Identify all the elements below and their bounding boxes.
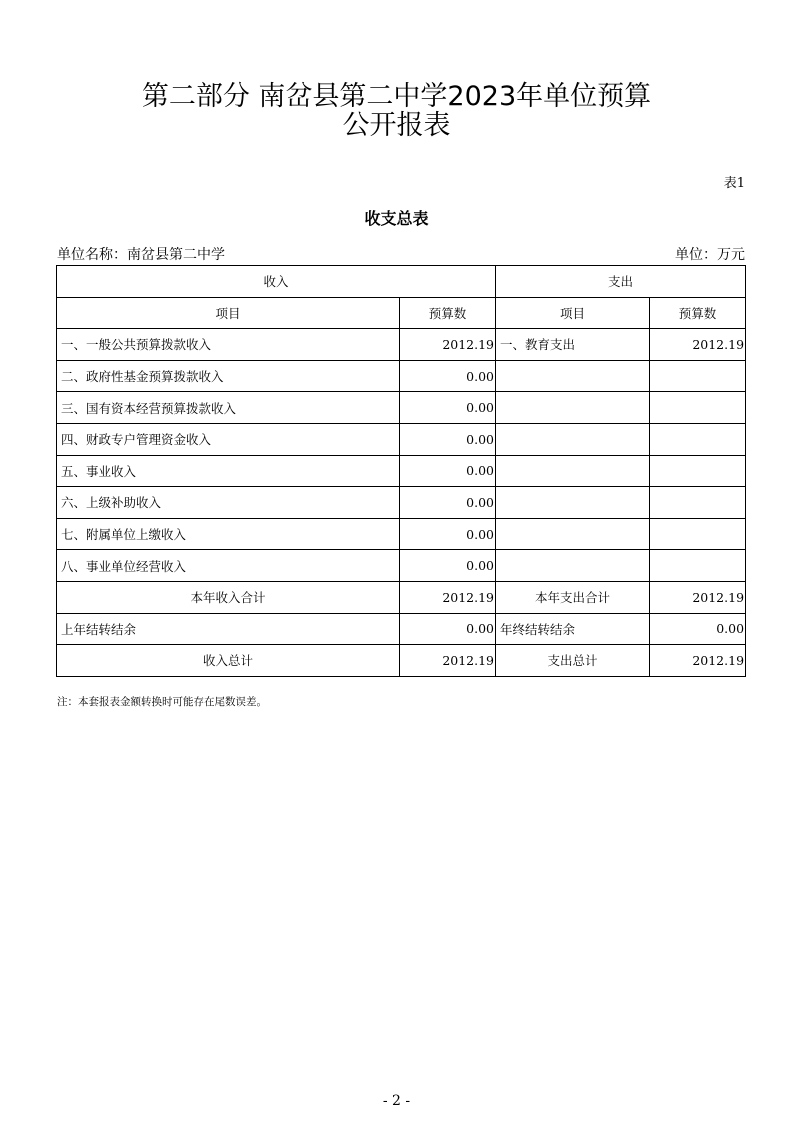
year-expense-value: 2012.19 <box>650 581 746 613</box>
expense-value-cell <box>650 455 746 487</box>
expense-item-cell <box>496 550 650 582</box>
unit-name: 单位名称：南岔县第二中学 <box>57 247 225 263</box>
expense-value-cell <box>650 487 746 519</box>
income-item-cell: 一、一般公共预算拨款收入 <box>57 329 400 361</box>
expense-budget-header: 预算数 <box>650 297 746 329</box>
income-total-label: 收入总计 <box>57 645 400 677</box>
table-row <box>57 487 746 519</box>
expense-item-cell <box>496 360 650 392</box>
expense-total-value: 2012.19 <box>650 645 746 677</box>
income-value-cell: 0.00 <box>400 518 496 550</box>
page-title: 第二部分 南岔县第二中学2023年单位预算 <box>141 81 652 112</box>
expense-value-cell <box>650 550 746 582</box>
expense-item-header: 项目 <box>496 297 650 329</box>
expense-total-label: 支出总计 <box>496 645 650 677</box>
income-value-cell: 0.00 <box>400 360 496 392</box>
expense-item-cell <box>496 518 650 550</box>
income-total-value: 2012.19 <box>400 645 496 677</box>
year-income-value: 2012.19 <box>400 581 496 613</box>
income-value-cell: 2012.19 <box>400 329 496 361</box>
income-budget-header: 预算数 <box>400 297 496 329</box>
grand-total-row <box>57 645 746 677</box>
income-item-cell: 六、上级补助收入 <box>57 487 400 519</box>
income-item-cell: 八、事业单位经营收入 <box>57 550 400 582</box>
expense-item-cell <box>496 423 650 455</box>
expense-header: 支出 <box>496 266 746 298</box>
footnote: 注：本套报表金额转换时可能存在尾数误差。 <box>57 696 267 708</box>
expense-value-cell: 2012.19 <box>650 329 746 361</box>
income-item-cell: 七、附属单位上缴收入 <box>57 518 400 550</box>
income-value-cell: 0.00 <box>400 392 496 424</box>
page-number: - 2 - <box>382 1093 411 1109</box>
carryover-row <box>57 613 746 645</box>
table-row <box>57 423 746 455</box>
income-value-cell: 0.00 <box>400 423 496 455</box>
year-expense-label: 本年支出合计 <box>496 581 650 613</box>
table-row <box>57 329 746 361</box>
table-number: 表1 <box>723 176 745 191</box>
table-row <box>57 392 746 424</box>
income-item-cell: 二、政府性基金预算拨款收入 <box>57 360 400 392</box>
income-item-cell: 五、事业收入 <box>57 455 400 487</box>
expense-item-cell <box>496 487 650 519</box>
budget-summary-table <box>56 265 746 677</box>
column-header-row <box>57 297 746 329</box>
income-item-cell: 四、财政专户管理资金收入 <box>57 423 400 455</box>
page-title-line2: 公开报表 <box>342 110 451 141</box>
table-row <box>57 550 746 582</box>
expense-value-cell <box>650 360 746 392</box>
expense-value-cell <box>650 392 746 424</box>
table-row <box>57 518 746 550</box>
income-value-cell: 0.00 <box>400 550 496 582</box>
income-item-cell: 三、国有资本经营预算拨款收入 <box>57 392 400 424</box>
table-subtitle: 收支总表 <box>364 209 429 228</box>
carry-in-label: 上年结转结余 <box>57 613 400 645</box>
year-income-label: 本年收入合计 <box>57 581 400 613</box>
expense-value-cell <box>650 423 746 455</box>
expense-value-cell <box>650 518 746 550</box>
section-header-row <box>57 266 746 298</box>
expense-item-cell <box>496 392 650 424</box>
carry-out-value: 0.00 <box>650 613 746 645</box>
income-header: 收入 <box>57 266 496 298</box>
carry-out-label: 年终结转结余 <box>496 613 650 645</box>
income-item-header: 项目 <box>57 297 400 329</box>
table-row <box>57 360 746 392</box>
table-row <box>57 455 746 487</box>
expense-item-cell <box>496 455 650 487</box>
year-total-row <box>57 581 746 613</box>
income-value-cell: 0.00 <box>400 487 496 519</box>
currency-unit: 单位：万元 <box>675 247 745 263</box>
expense-item-cell: 一、教育支出 <box>496 329 650 361</box>
income-value-cell: 0.00 <box>400 455 496 487</box>
carry-in-value: 0.00 <box>400 613 496 645</box>
